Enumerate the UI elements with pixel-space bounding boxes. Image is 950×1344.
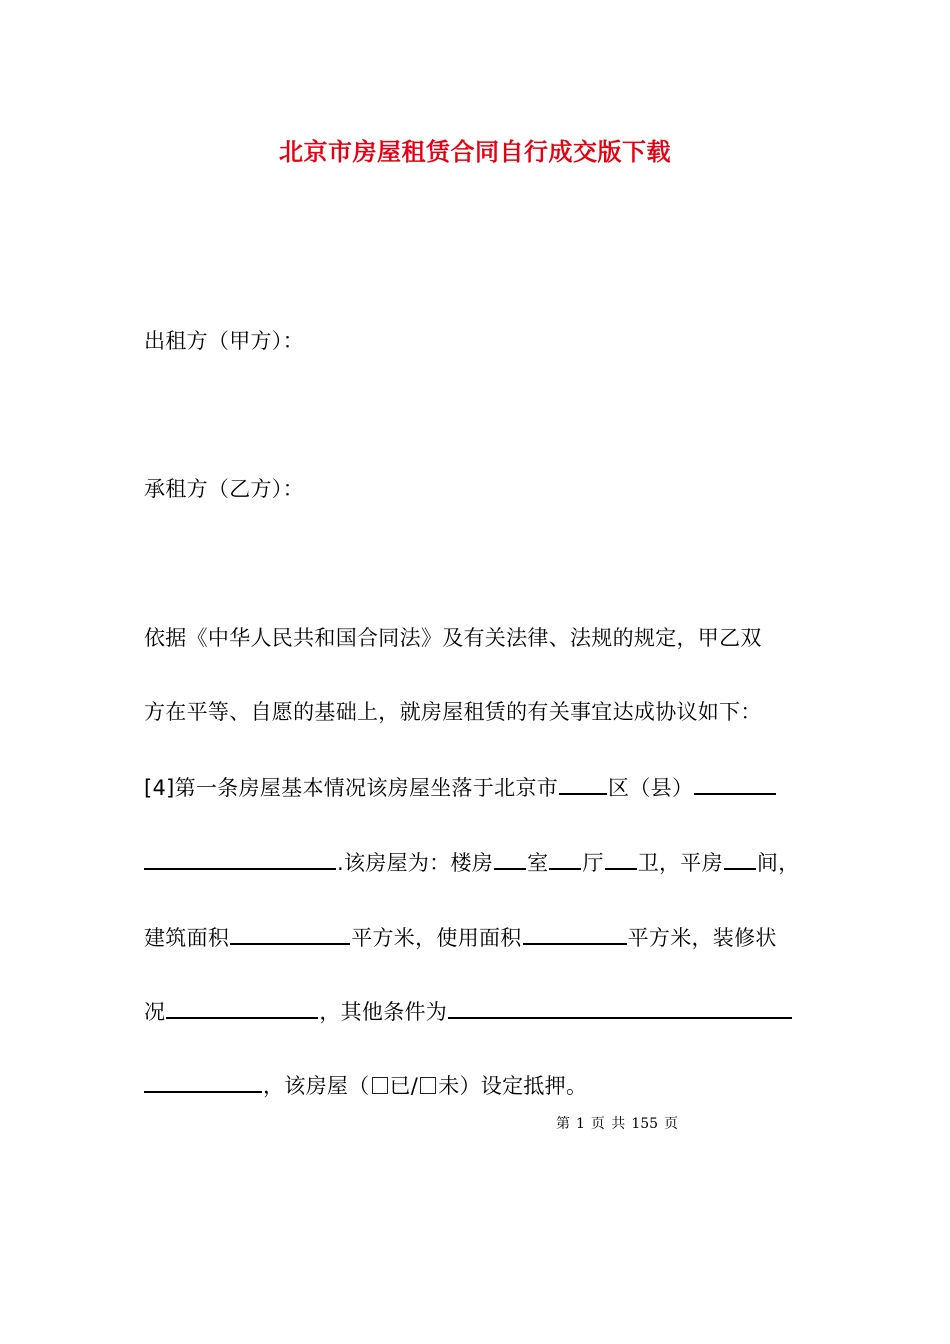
footer-di: 第 [555,1116,570,1132]
document-title: 北京市房屋租赁合同自行成交版下载 [279,138,671,166]
use-area-label: 平方米，使用面积 [351,926,522,950]
article-1-line-2 [144,846,800,878]
street-blank[interactable] [694,771,776,795]
article-1-line-4 [144,995,793,1027]
no-label: 未）设定抵押。 [438,1074,588,1098]
build-area-blank[interactable] [230,921,350,945]
bungalow-blank[interactable] [724,846,756,870]
lessee-label: 承租方（乙方）： [144,477,304,501]
build-area-label: 建筑面积 [144,926,230,950]
hall-blank[interactable] [549,846,581,870]
article-1-line-1 [144,771,777,803]
room-label: 室 [527,851,549,875]
other-label: ，其他条件为 [319,1000,448,1024]
jian-label: 间， [756,851,800,875]
use-area-blank[interactable] [523,921,627,945]
house-is-label: .该房屋为：楼房 [337,851,494,875]
footer-ye: 页 [664,1116,679,1132]
hall-label: 厅 [582,851,604,875]
checkbox-yes[interactable] [372,1077,388,1094]
bath-label: 卫，平房 [637,851,723,875]
address-blank[interactable] [144,846,336,870]
district-label: 区（县） [608,776,694,800]
footer-total: 155 [631,1116,659,1132]
room-blank[interactable] [494,846,526,870]
intro-line-1: 依据《中华人民共和国合同法》及有关法律、法规的规定，甲乙双 [144,626,762,650]
article-1-line-5 [144,1069,587,1101]
lessor-label: 出租方（甲方）： [144,329,304,353]
checkbox-no[interactable] [420,1077,436,1094]
other-conditions-blank[interactable] [448,995,792,1019]
footer-page: 1 [575,1116,585,1132]
article-1-prefix: [4]第一条房屋基本情况该房屋坐落于北京市 [144,776,559,800]
bath-blank[interactable] [605,846,637,870]
district-blank[interactable] [559,771,607,795]
mortgage-prefix: ，该房屋（ [263,1074,370,1098]
article-1-line-3 [144,921,777,953]
intro-line-2: 方在平等、自愿的基础上，就房屋租赁的有关事宜达成协议如下： [144,700,762,724]
other-conditions-blank-2[interactable] [144,1069,262,1093]
decoration-blank[interactable] [166,995,318,1019]
page-footer [0,1113,950,1133]
decoration-label: 平方米，装修状 [627,926,777,950]
footer-ye-gong: 页 共 [590,1116,626,1132]
kuang-label: 况 [144,1000,166,1024]
yes-label: 已/ [389,1074,419,1098]
